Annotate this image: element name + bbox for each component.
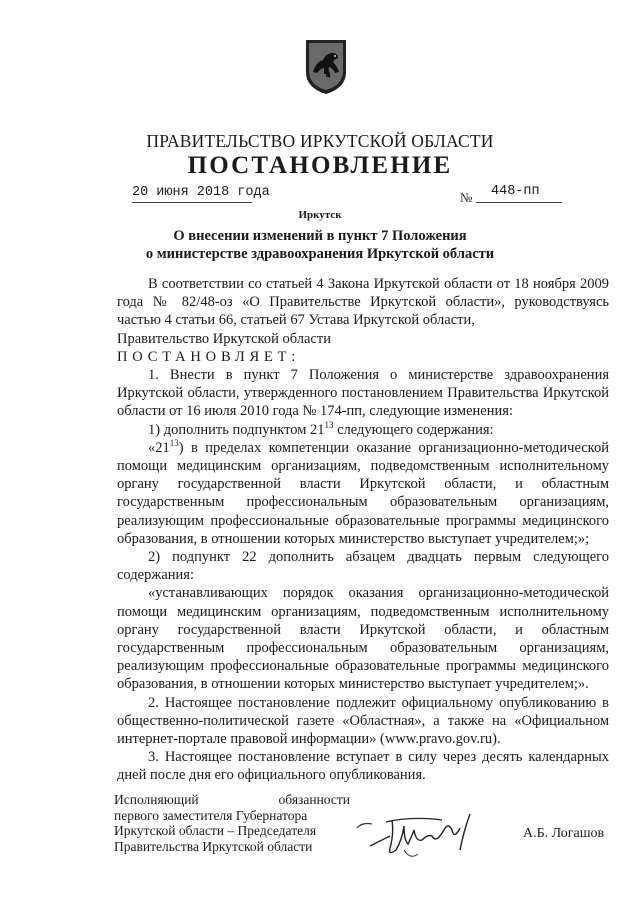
document-type: ПОСТАНОВЛЕНИЕ [187,152,453,179]
item-2: 2. Настоящее постановление подлежит официальному опубликованию в общественно-политической газете «Областная», а также на «Официальном интернет-портале правовой информации» (www.pravo.gov.ru). [117,694,609,748]
document-body [117,275,609,785]
subject-line-1: О внесении изменений в пункт 7 Положения [173,228,467,244]
document-date: 20 июня 2018 года [132,185,270,200]
quote-2: «устанавливающих порядок оказания организационно-методической помощи медицинским организациям, подведомственным исполнительному органу государственной власти Иркутской области, и областным государственным профессиональным образовательным организациям, реализующим профессиональные образовательные программы медицинского образования, в отношении которых министерство выступает учредителем;». [117,585,609,693]
signer-title [114,792,350,854]
number-underline [476,202,562,203]
coat-of-arms-icon [304,38,348,96]
government-name: ПРАВИТЕЛЬСТВО ИРКУТСКОЙ ОБЛАСТИ [146,131,494,151]
subitem-1-text: 1) дополнить подпунктом 21 [148,421,325,438]
date-underline [132,202,252,203]
subitem-1-superscript: 13 [324,419,334,430]
subitem-1-text-end: следующего содержания: [333,421,494,438]
subitem-1 [117,421,609,439]
document-subject [100,227,540,263]
quote-1-start: «21 [148,439,170,456]
signer-title-line-1a: Исполняющий [114,792,199,807]
signer-title-line-4: Правительства Иркутской области [114,838,313,854]
item-1: 1. Внести в пункт 7 Положения о министерстве здравоохранения Иркутской области, утвержденного постановлением Правительства Иркутской области от 16 июля 2010 года № 174-пп, следующие изменения: [117,367,609,420]
city: Иркутск [298,209,342,221]
item-3: 3. Настоящее постановление вступает в силу через десять календарных дней после дня его официального опубликования. [117,749,609,784]
signer-title-line-1b: обязанности [278,792,350,807]
resolves-heading: ПОСТАНОВЛЯЕТ: [117,348,301,365]
handwritten-signature [352,800,502,870]
signer-title-line-3: Иркутской области – Председателя [114,823,317,838]
quote-1-superscript: 13 [169,438,179,448]
preamble-government: Правительство Иркутской области [117,330,331,347]
number-sign: № [460,190,473,205]
document-number: 448-пп [491,184,540,199]
subitem-2: 2) подпункт 22 дополнить абзацем двадцать первым следующего содержания: [117,549,609,584]
preamble-paragraph: В соответствии со статьей 4 Закона Иркутской области от 18 ноября 2009 года № 82/48-оз «О Правительстве Иркутской области», руководствуясь частью 4 статьи 66, статьей 67 Устава Иркутской области, [117,276,609,329]
quote-1 [117,439,609,548]
quote-1-text: ) в пределах компетенции оказание организационно-методической помощи медицинским организациям, подведомственным исполнительному органу государственной власти Иркутской области, и областным государственным профессиональным образовательным организациям, реализующим профессиональные образовательные программы медицинского образования, в отношении которых министерство выступает учредителем;»; [117,439,609,547]
signer-name: А.Б. Логашов [523,826,605,841]
subject-line-2: о министерстве здравоохранения Иркутской области [145,246,495,262]
signer-title-line-2: первого заместителя Губернатора [114,807,308,823]
